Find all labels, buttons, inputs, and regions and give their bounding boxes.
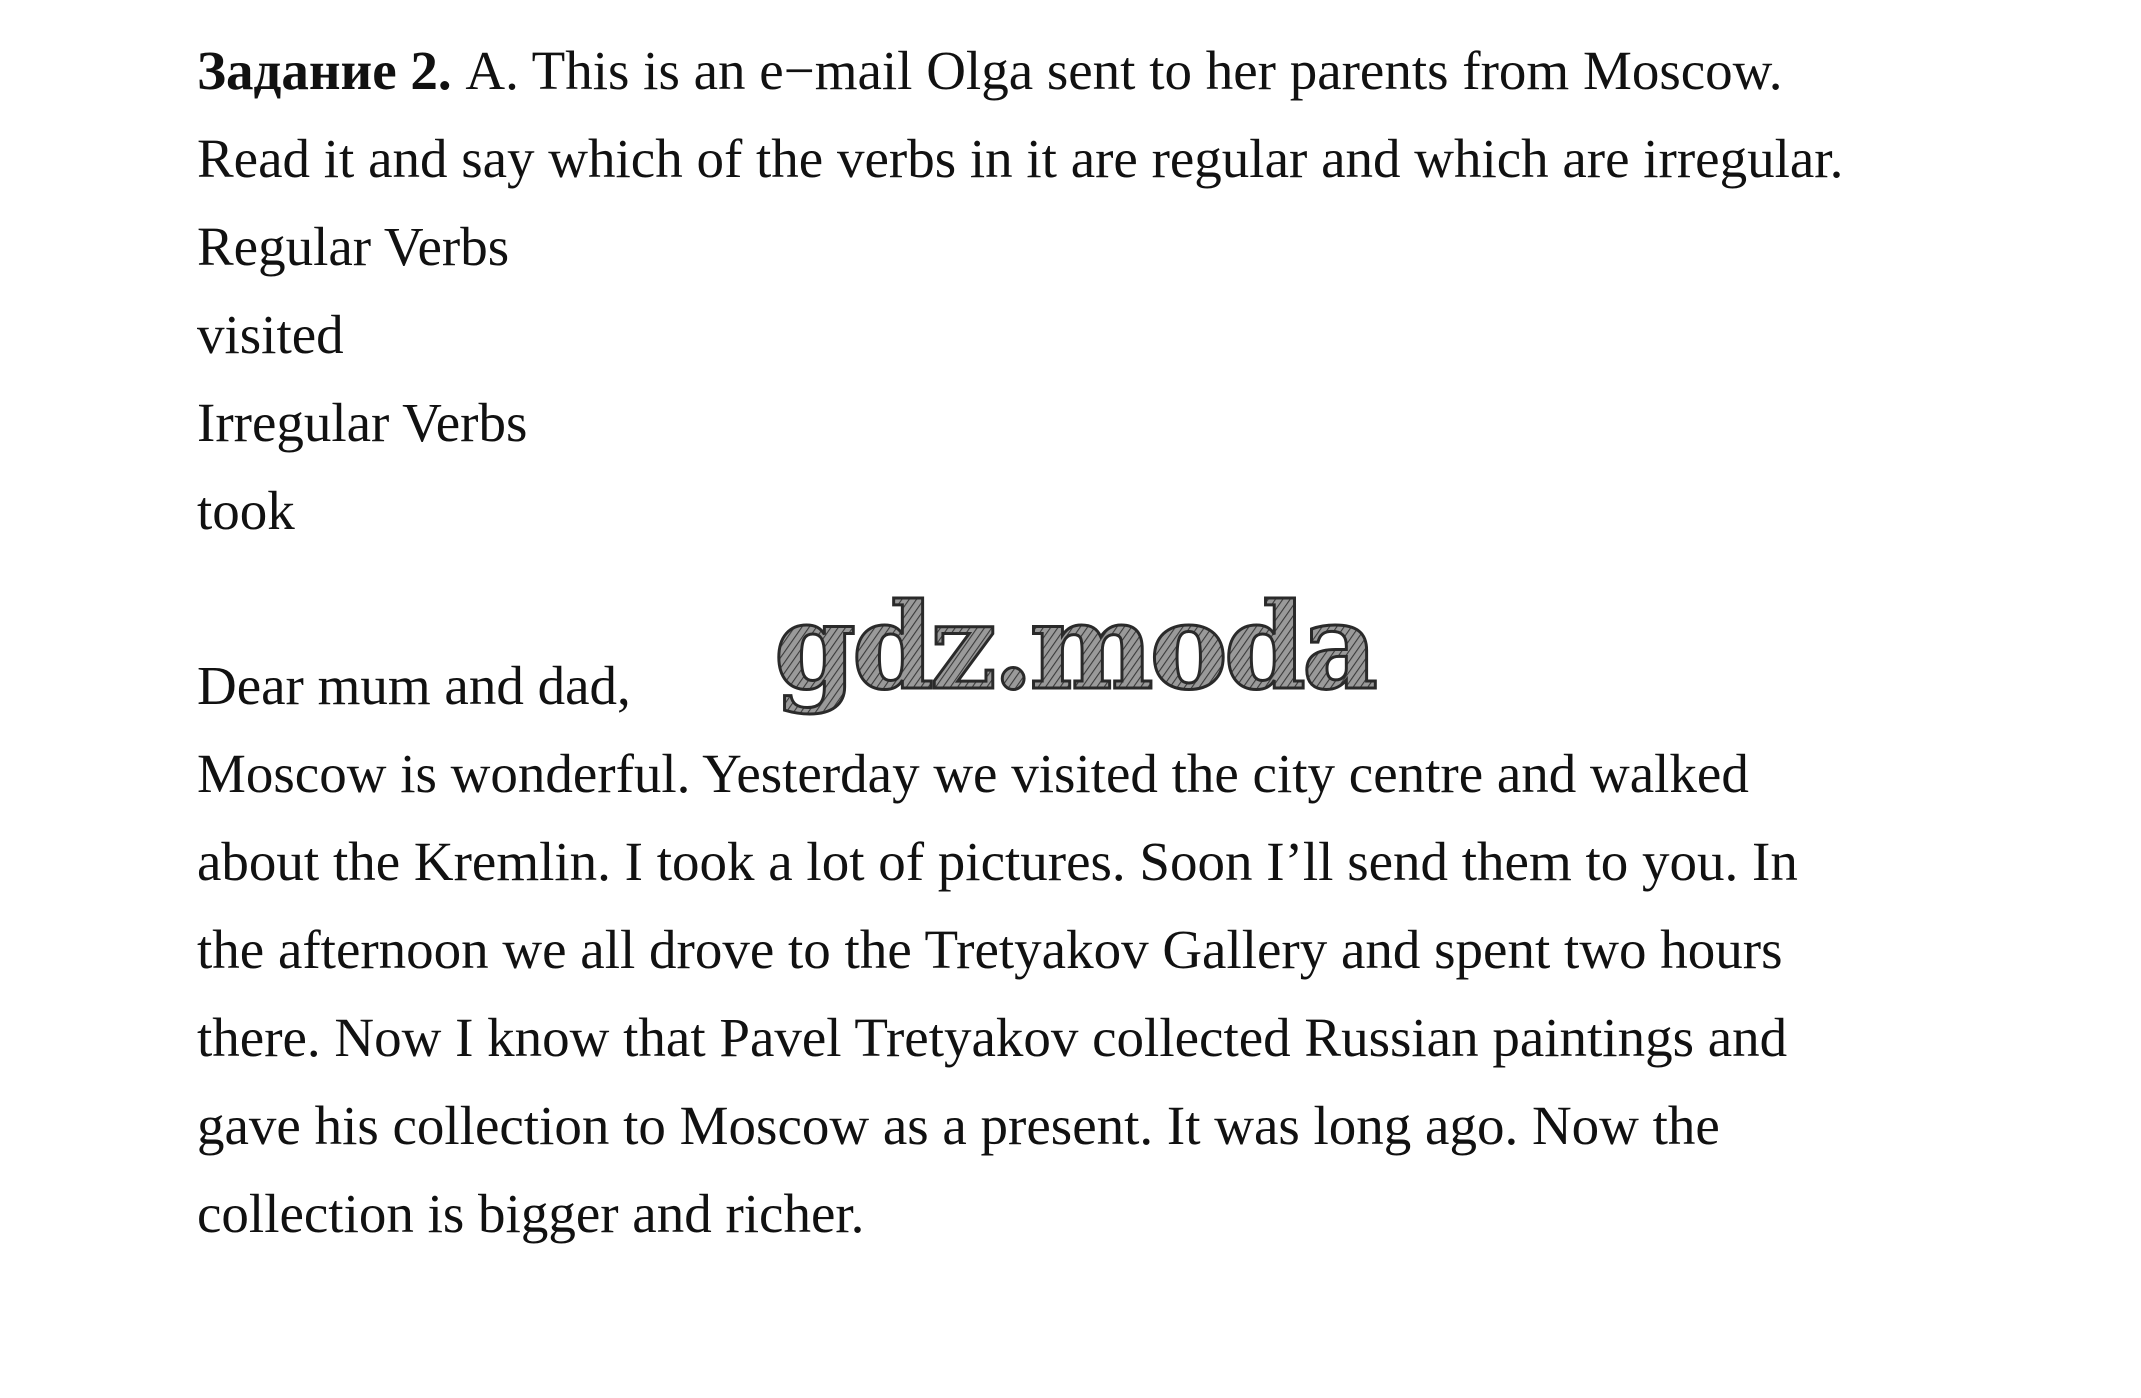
regular-verbs-heading: Regular Verbs [197,216,510,277]
task-label: Задание 2. [197,40,452,101]
task-intro-line-1 [197,27,1783,115]
letter-line: about the Kremlin. I took a lot of pictures. Soon I’ll send them to you. In [197,831,1798,892]
letter-line: collection is bigger and richer. [197,1183,865,1244]
task-intro-line-2: Read it and say which of the verbs in it are regular and which are irregular. [197,128,1844,189]
irregular-verbs-heading: Irregular Verbs [197,392,528,453]
letter-line: the afternoon we all drove to the Tretyakov Gallery and spent two hours [197,919,1783,980]
task-intro-text: A. This is an e−mail Olga sent to her parents from Moscow. [451,40,1783,101]
letter-line: there. Now I know that Pavel Tretyakov collected Russian paintings and [197,1007,1788,1068]
letter-line: Moscow is wonderful. Yesterday we visited the city centre and walked [197,743,1749,804]
regular-verbs-value: visited [197,304,344,365]
letter-line: gave his collection to Moscow as a present. It was long ago. Now the [197,1095,1720,1156]
irregular-verbs-value: took [197,480,295,541]
watermark-logo [770,588,1380,728]
letter-greeting: Dear mum and dad, [197,655,631,716]
watermark-text: gdz.moda [774,588,1376,716]
